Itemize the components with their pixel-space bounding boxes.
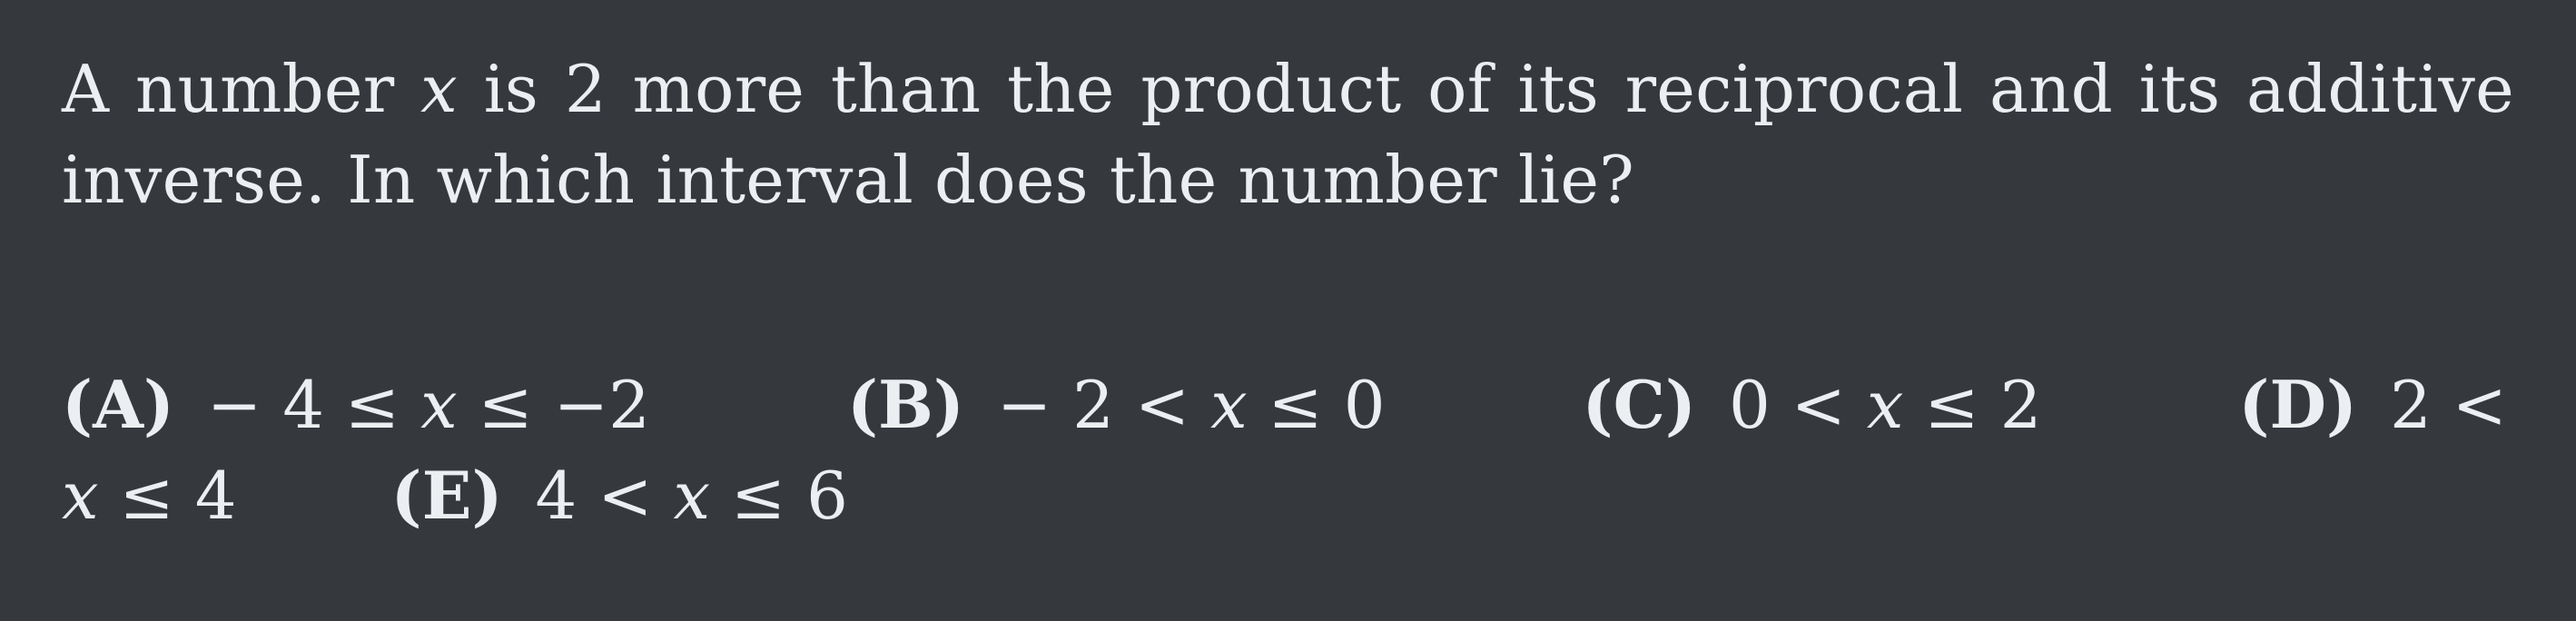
choice-d-interval-end: x ≤ 4 [62,458,237,534]
question-variable: x [420,51,458,127]
choice-d[interactable] [2238,360,2507,450]
question-text [62,44,2514,225]
choice-d-interval-start: 2 < [2389,367,2507,443]
choice-b-interval: − 2 < x ≤ 0 [996,367,1386,443]
choice-d-label: (D) [2238,366,2357,443]
choice-e[interactable] [391,450,848,541]
choice-a-interval: − 4 ≤ x ≤ −2 [207,367,650,443]
answer-choices [62,360,2514,541]
question-part1: A number [62,51,421,127]
choice-e-label: (E) [390,457,503,534]
choice-b[interactable] [847,360,1386,450]
question-part2: is 2 more than the product of its reciprocal and its additive inverse. In which interval does the number lie? [62,51,2514,218]
choice-c-interval: 0 < x ≤ 2 [1728,367,2042,443]
choices-row-1 [62,360,2514,450]
choice-b-label: (B) [846,366,964,443]
choice-c-label: (C) [1582,366,1696,443]
choice-a[interactable] [62,360,650,450]
choice-a-label: (A) [62,366,174,443]
choice-c[interactable] [1583,360,2042,450]
choice-e-interval: 4 < x ≤ 6 [535,458,848,534]
choices-row-2 [62,450,2514,541]
